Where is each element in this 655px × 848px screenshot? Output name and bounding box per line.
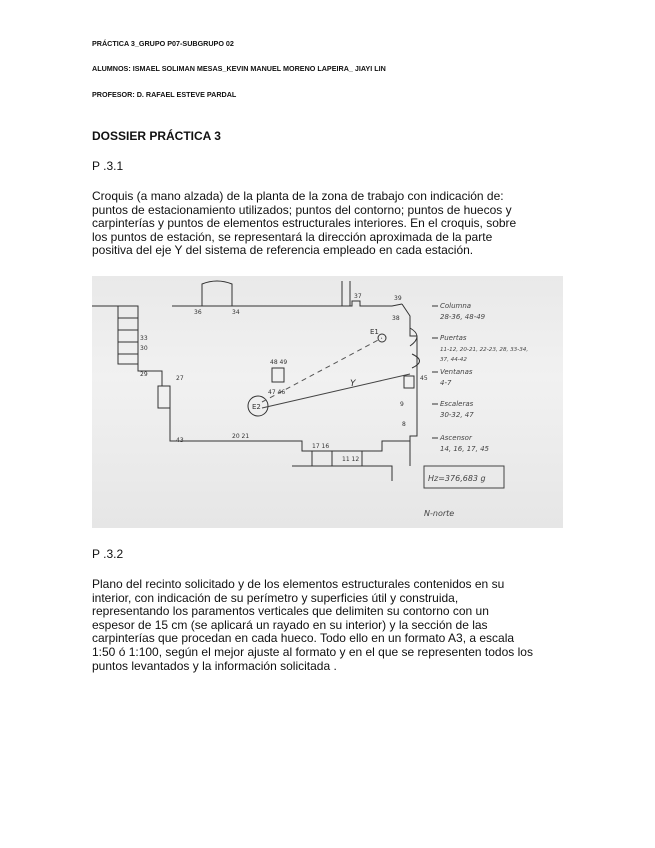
paragraph-line: los puntos de estación, se representará la dirección aproximada de la parte <box>92 229 493 244</box>
page-title: DOSSIER PRÁCTICA 3 <box>92 129 221 143</box>
legend-windows-label: Ventanas <box>440 368 473 376</box>
wall-segment <box>172 301 402 306</box>
point-label: 34 <box>232 309 240 316</box>
section-p31-paragraph <box>92 190 567 258</box>
paragraph-line: carpinterías y puntos de elementos estructurales interiores. En el croquis, sobre <box>92 216 517 231</box>
point-label: 30 <box>140 345 148 352</box>
station-label: E2 <box>252 403 261 411</box>
point-label: 39 <box>394 295 402 302</box>
point-label: 11 12 <box>342 456 360 463</box>
point-label: 20 21 <box>232 433 250 440</box>
right-door-arc <box>410 328 417 346</box>
floor-plan-sketch <box>92 276 563 528</box>
point-label: 48 49 <box>270 359 288 366</box>
section-label-p31: P .3.1 <box>92 159 124 173</box>
top-pillar <box>342 281 350 306</box>
stairs-block <box>118 306 138 364</box>
sketch-photo <box>92 276 563 528</box>
paragraph-line: interior, con indicación de su perímetro y superficies útil y construida, <box>92 590 459 605</box>
point-label: 9 <box>400 401 404 408</box>
top-opening <box>202 281 232 306</box>
point-label: 17 16 <box>312 443 330 450</box>
point-label: 47 46 <box>268 389 286 396</box>
point-label: 8 <box>402 421 406 428</box>
legend-columns-points: 28-36, 48-49 <box>440 313 486 321</box>
point-label: 45 <box>420 375 428 382</box>
point-label: 36 <box>194 309 202 316</box>
station-label: E1 <box>370 328 379 336</box>
legend-windows-points: 4-7 <box>440 379 452 387</box>
height-box-text: Hz=376,683 g <box>428 474 486 483</box>
paragraph-line: representando los paramentos verticales que delimiten su contorno con un <box>92 604 489 619</box>
legend-doors-points: 11-12, 20-21, 22-23, 28, 33-34, <box>440 347 529 353</box>
paragraph-line: Croquis (a mano alzada) de la planta de la zona de trabajo con indicación de: <box>92 189 504 203</box>
paragraph-line: positiva del eje Y del sistema de referencia empleado en cada estación. <box>92 243 474 258</box>
legend-stairs-label: Escaleras <box>440 400 474 408</box>
axis-y-label: Y <box>350 379 356 389</box>
legend-doors-label: Puertas <box>440 334 467 342</box>
legend-elevator-points: 14, 16, 17, 45 <box>440 445 489 453</box>
point-label: 27 <box>176 375 184 382</box>
section-label-p32: P .3.2 <box>92 547 124 561</box>
paragraph-line: Plano del recinto solicitado y de los elementos estructurales contenidos en su <box>92 577 505 591</box>
north-label: N-norte <box>424 509 455 518</box>
header-course-line: PRÁCTICA 3_GRUPO P07-SUBGRUPO 02 <box>92 39 234 48</box>
legend-elevator-label: Ascensor <box>440 434 472 442</box>
point-label: 29 <box>140 371 148 378</box>
legend-doors-points: 37, 44-42 <box>440 357 467 363</box>
elevator-box <box>158 386 170 408</box>
interior-column <box>404 376 414 388</box>
paragraph-line: 1:50 ó 1:100, según el mejor ajuste al formato y en el que se representen todos los <box>92 644 533 659</box>
legend-columns-label: Columna <box>440 302 472 310</box>
interior-column <box>272 368 284 382</box>
point-label: 37 <box>354 293 362 300</box>
header-students-line: ALUMNOS: ISMAEL SOLIMAN MESAS_KEVIN MANUEL MORENO LAPEIRA_ JIAYI LIN <box>92 64 386 73</box>
point-label: 38 <box>392 315 400 322</box>
header-professor-line: PROFESOR: D. RAFAEL ESTEVE PARDAL <box>92 90 237 99</box>
wall-segment <box>262 441 410 451</box>
section-p32-paragraph <box>92 578 567 673</box>
paragraph-line: puntos de estacionamiento utilizados; puntos del contorno; puntos de huecos y <box>92 202 512 217</box>
paragraph-line: puntos levantados y la información solicitada . <box>92 658 337 673</box>
point-label: 33 <box>140 335 148 342</box>
point-label: 43 <box>176 437 184 444</box>
bottom-extension <box>292 466 392 481</box>
paragraph-line: carpinterías que procedan en cada hueco. Todo ello en un formato A3, a escala <box>92 631 515 646</box>
paragraph-line: espesor de 15 cm (se aplicará un rayado en su interior) y la sección de las <box>92 617 488 632</box>
legend-stairs-points: 30-32, 47 <box>440 411 474 419</box>
right-door-arc <box>412 354 420 368</box>
